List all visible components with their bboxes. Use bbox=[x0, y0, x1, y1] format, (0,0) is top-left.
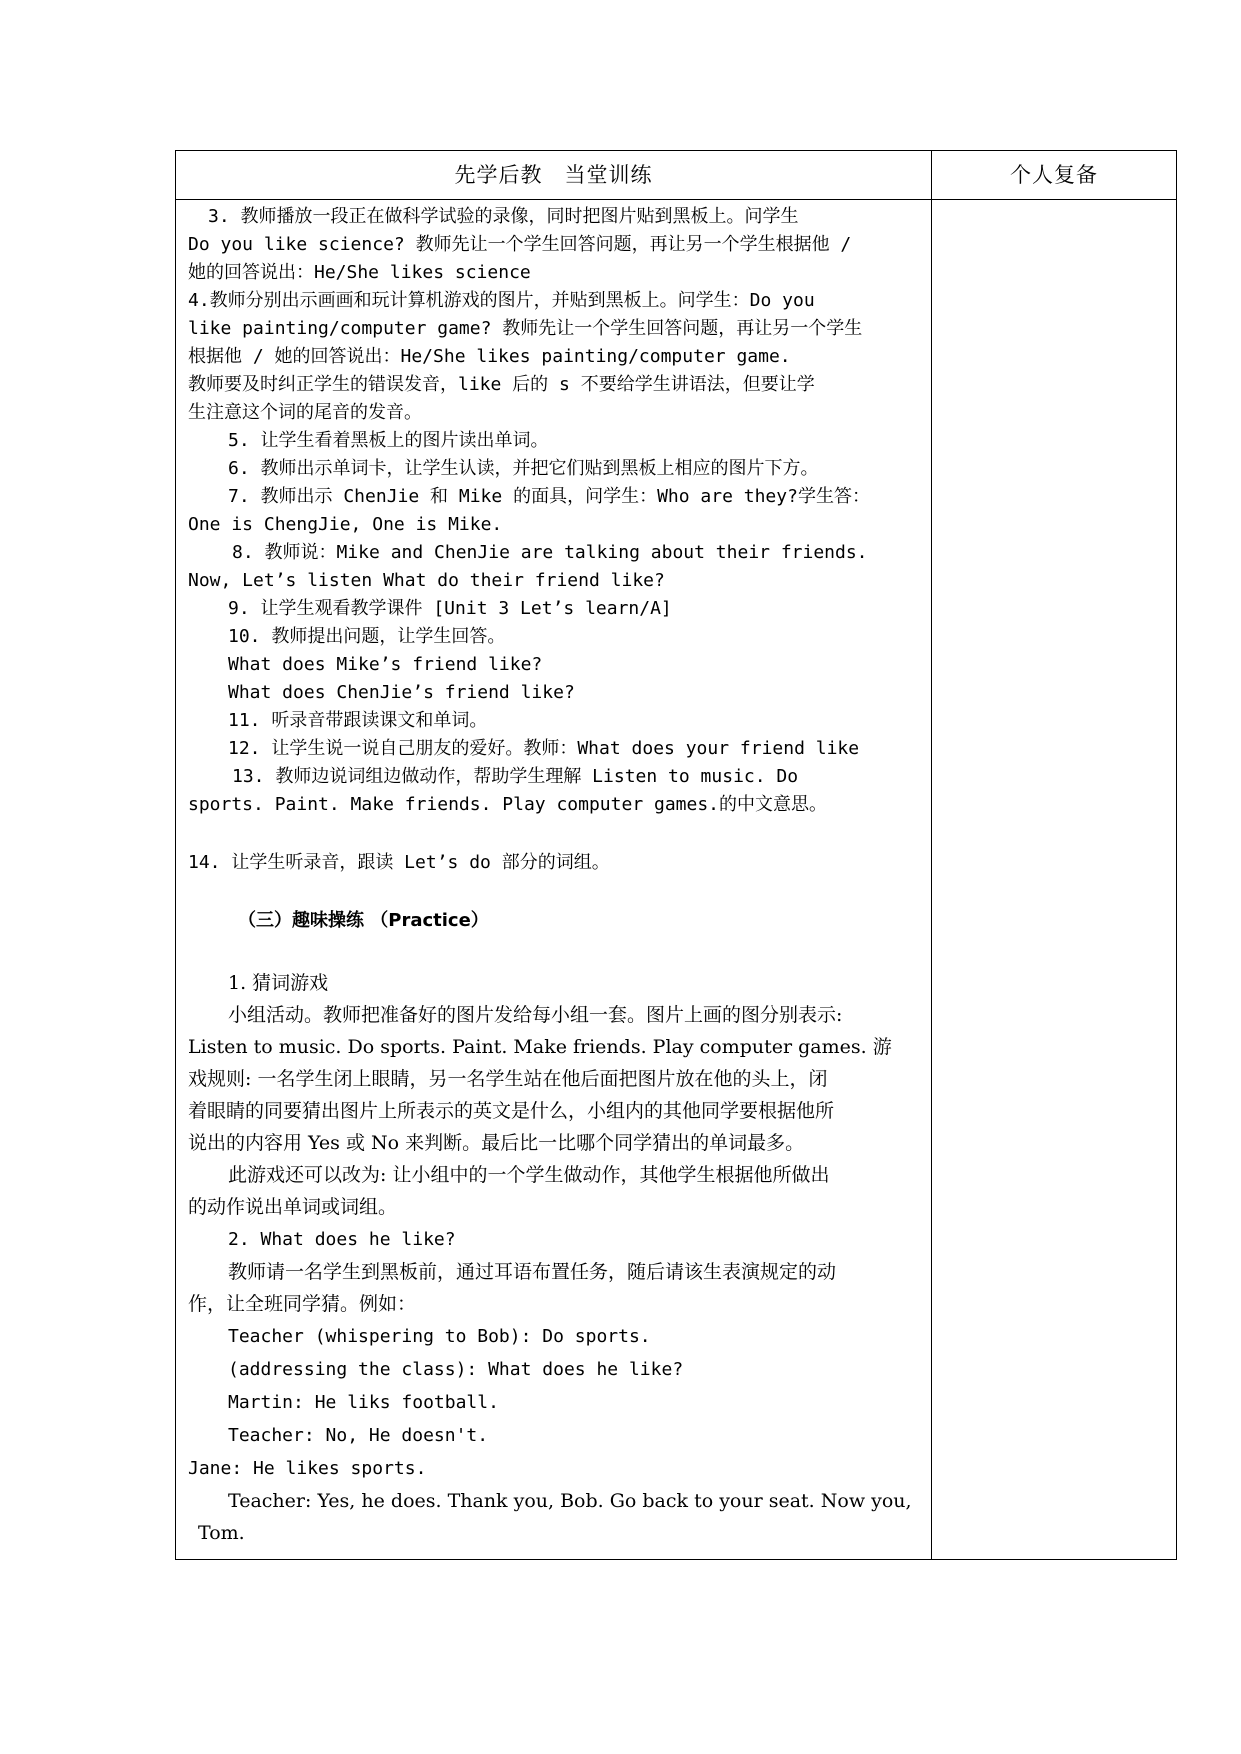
text-line: 根据他 / 她的回答说出：He/She likes painting/computer game. bbox=[188, 346, 791, 367]
text-line: Listen to music. Do sports. Paint. Make friends. Play computer games. 游 bbox=[188, 1036, 892, 1058]
step-12-line: 12. 让学生说一说自己朋友的爱好。教师：What does your friend like bbox=[228, 738, 860, 759]
dialogue-line: Teacher: Yes, he does. Thank you, Bob. Go back to your seat. Now you, bbox=[228, 1490, 912, 1512]
dialogue-line: Martin: He liks football. bbox=[228, 1392, 499, 1413]
text-line: 的动作说出单词或词组。 bbox=[188, 1196, 398, 1218]
dialogue-line: Tom. bbox=[198, 1522, 245, 1544]
step-5-line: 5. 让学生看着黑板上的图片读出单词。 bbox=[228, 430, 549, 451]
game-1-title: 1. 猜词游戏 bbox=[228, 972, 329, 994]
text-line: 说出的内容用 Yes 或 No 来判断。最后比一比哪个同学猜出的单词最多。 bbox=[188, 1132, 805, 1154]
dialogue-line: Jane: He likes sports. bbox=[188, 1458, 427, 1479]
game-2-title: 2. What does he like? bbox=[228, 1229, 456, 1250]
text-line: like painting/computer game? 教师先让一个学生回答问题，再让另一个学生 bbox=[188, 318, 863, 339]
step-14-line: 14. 让学生听录音，跟读 Let’s do 部分的词组。 bbox=[188, 852, 610, 873]
text-line: 教师请一名学生到黑板前，通过耳语布置任务，随后请该生表演规定的动 bbox=[228, 1261, 837, 1283]
text-line: 生注意这个词的尾音的发音。 bbox=[188, 402, 422, 423]
text-line: 教师要及时纠正学生的错误发音，like 后的 s 不要给学生讲语法，但要让学 bbox=[188, 374, 815, 395]
step-7-line: 7. 教师出示 ChenJie 和 Mike 的面具，问学生：Who are they?学生答： bbox=[228, 486, 870, 507]
question-line: What does ChenJie’s friend like? bbox=[228, 682, 575, 703]
step-6-line: 6. 教师出示单词卡，让学生认读，并把它们贴到黑板上相应的图片下方。 bbox=[228, 458, 819, 479]
text-line: 戏规则: 一名学生闭上眼睛，另一名学生站在他后面把图片放在他的头上，闭 bbox=[188, 1068, 828, 1090]
lesson-plan-table bbox=[175, 150, 1177, 1560]
text-line: 作，让全班同学猜。例如： bbox=[188, 1293, 417, 1315]
dialogue-line: Teacher: No, He doesn't. bbox=[228, 1425, 489, 1446]
text-line: 她的回答说出：He/She likes science bbox=[188, 262, 531, 283]
step-10-line: 10. 教师提出问题，让学生回答。 bbox=[228, 626, 506, 647]
step-9-line: 9. 让学生观看教学课件 [Unit 3 Let’s learn/A] bbox=[228, 598, 672, 619]
section-heading-practice: （三）趣味操练 （Practice） bbox=[238, 910, 489, 931]
header-teaching-column: 先学后教 当堂训练 bbox=[454, 163, 653, 187]
dialogue-line: Teacher (whispering to Bob): Do sports. bbox=[228, 1326, 651, 1347]
question-line: What does Mike’s friend like? bbox=[228, 654, 543, 675]
text-line: sports. Paint. Make friends. Play computer games.的中文意思。 bbox=[188, 794, 828, 815]
column-divider bbox=[931, 151, 932, 1559]
text-line: 着眼睛的同要猜出图片上所表示的英文是什么，小组内的其他同学要根据他所 bbox=[188, 1100, 835, 1122]
text-line: 小组活动。教师把准备好的图片发给每小组一套。图片上画的图分别表示: bbox=[228, 1004, 843, 1026]
header-personal-prep-column: 个人复备 bbox=[1010, 163, 1098, 187]
step-11-line: 11. 听录音带跟读课文和单词。 bbox=[228, 710, 488, 731]
text-line: 此游戏还可以改为: 让小组中的一个学生做动作，其他学生根据他所做出 bbox=[228, 1164, 830, 1186]
text-line: Do you like science? 教师先让一个学生回答问题，再让另一个学生根据他 / bbox=[188, 234, 852, 255]
step-8-line: 8. 教师说：Mike and ChenJie are talking about their friends. bbox=[232, 542, 868, 563]
dialogue-line: (addressing the class): What does he like? bbox=[228, 1359, 684, 1380]
text-line: Now, Let’s listen What do their friend like? bbox=[188, 570, 665, 591]
teaching-content-cell bbox=[188, 203, 928, 1549]
step-13-line: 13. 教师边说词组边做动作，帮助学生理解 Listen to music. Do bbox=[232, 766, 799, 787]
text-line: One is ChengJie, One is Mike. bbox=[188, 514, 503, 535]
step-3-line: 3. 教师播放一段正在做科学试验的录像，同时把图片贴到黑板上。问学生 bbox=[208, 206, 799, 227]
step-4-line: 4.教师分别出示画画和玩计算机游戏的图片，并贴到黑板上。问学生：Do you bbox=[188, 290, 815, 311]
header-row-divider bbox=[176, 199, 1176, 200]
